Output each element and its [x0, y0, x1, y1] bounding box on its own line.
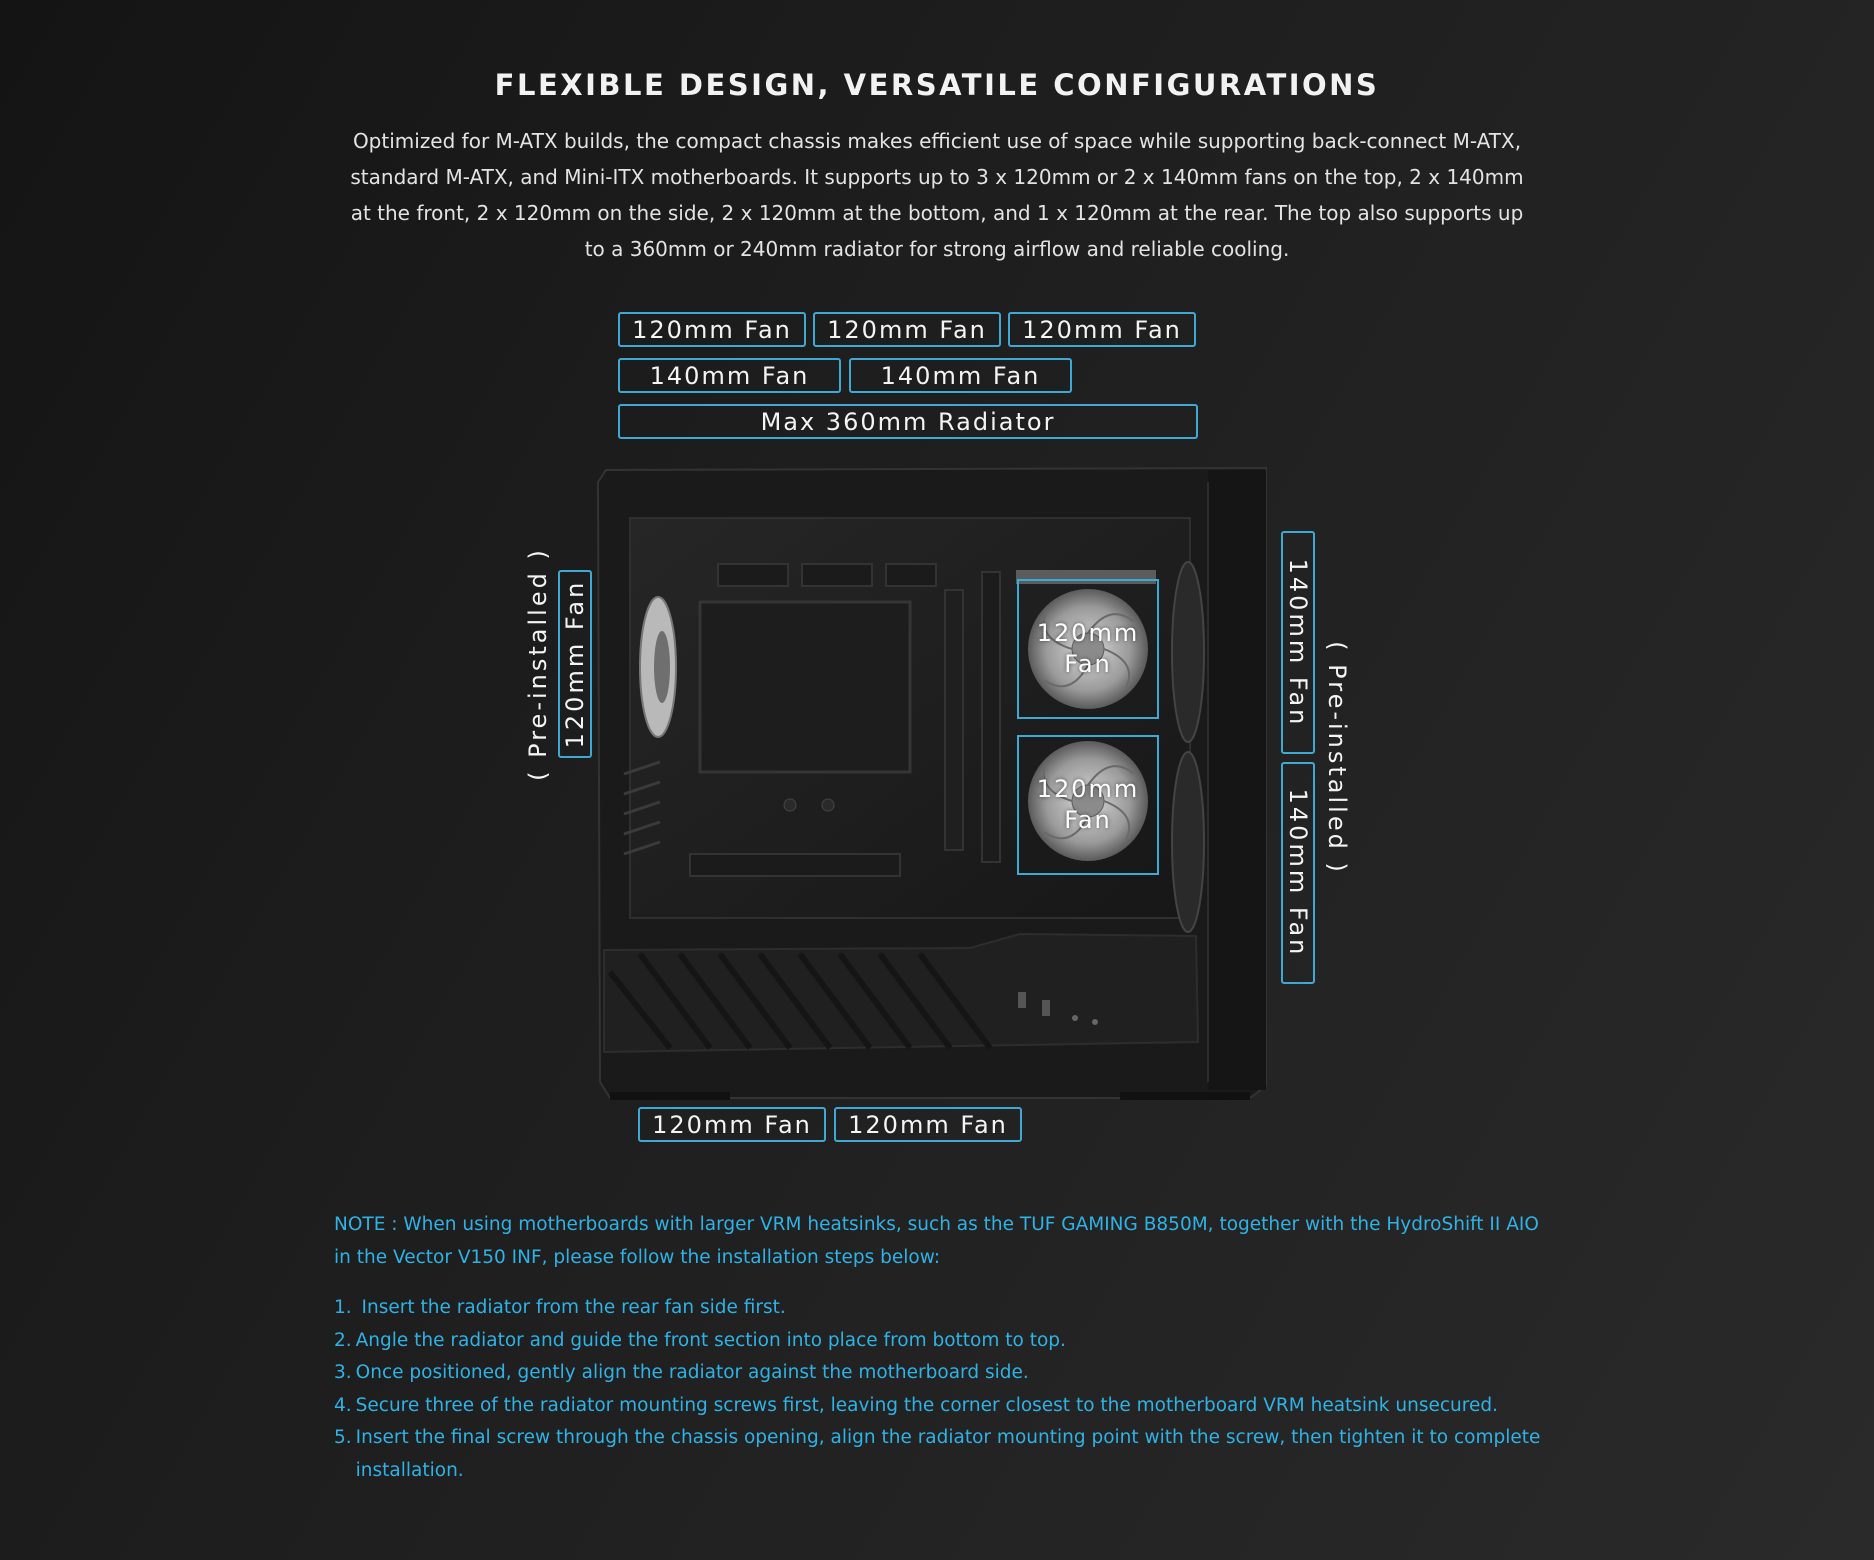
- top-fan-120-3: 120mm Fan: [1008, 312, 1196, 347]
- chassis-illustration: [590, 462, 1280, 1112]
- installation-note: NOTE : When using motherboards with larger VRM heatsinks, such as the TUF GAMING B850M, together with the HydroShift II AIO in the Vector V150 INF, please follow the installation steps below:: [334, 1214, 1539, 1268]
- step-text: Insert the final screw through the chassis opening, align the radiator mounting point with the screw, then tighten it to complete installation.: [355, 1427, 1541, 1481]
- side-fan-2-box: [1017, 735, 1159, 875]
- section-description: Optimized for M-ATX builds, the compact chassis makes efficient use of space while supporting back-connect M-ATX, standard M-ATX, and Mini-ITX motherboards. It supports up to 3 x 120mm or 2 x 140mm fans on the top, 2 x 140mm at the front, 2 x 120mm on the side, 2 x 120mm at the bottom, and 1 x 120mm at the rear. The top also supports up to a 360mm or 240mm radiator for strong airflow and reliable cooling.: [350, 129, 1524, 261]
- step-number: 1.: [334, 1297, 352, 1318]
- installation-steps: [334, 1292, 1544, 1487]
- front-fan-2-label: [1281, 762, 1315, 984]
- step-text: Secure three of the radiator mounting screws first, leaving the corner closest to the motherboard VRM heatsink unsecured.: [355, 1394, 1498, 1416]
- step-number: 5.: [334, 1427, 352, 1448]
- step-text: Insert the radiator from the rear fan side first.: [355, 1297, 786, 1318]
- bottom-fan-1: 120mm Fan: [638, 1107, 826, 1142]
- top-fan-140-2: 140mm Fan: [849, 358, 1072, 393]
- top-fan-120-2: 120mm Fan: [813, 312, 1001, 347]
- step-number: 2.: [334, 1329, 352, 1351]
- step-number: 3.: [334, 1362, 352, 1383]
- top-fan-120-1: 120mm Fan: [618, 312, 806, 347]
- step-item: [334, 1422, 1544, 1487]
- front-fan-2-text: 140mm Fan: [1284, 788, 1312, 958]
- step-text: Angle the radiator and guide the front section into place from bottom to top.: [355, 1329, 1066, 1351]
- step-number: 4.: [334, 1394, 352, 1416]
- rear-fan-text: 120mm Fan: [561, 579, 589, 749]
- front-preinstalled-note: ( Pre-installed ): [1323, 641, 1351, 875]
- rear-preinstalled-note: ( Pre-installed ): [524, 547, 552, 781]
- front-fan-1-text: 140mm Fan: [1284, 558, 1312, 727]
- step-item: [334, 1357, 1544, 1390]
- section-title: FLEXIBLE DESIGN, VERSATILE CONFIGURATIONS: [494, 68, 1380, 102]
- side-fan-1-box: [1017, 579, 1159, 719]
- step-item: [334, 1292, 1544, 1325]
- bottom-fan-2: 120mm Fan: [834, 1107, 1022, 1142]
- front-fan-1-label: [1281, 531, 1315, 754]
- step-item: [334, 1325, 1544, 1358]
- side-fan-1-label: 120mm Fan: [1036, 619, 1140, 678]
- top-radiator-label: Max 360mm Radiator: [618, 404, 1198, 439]
- side-fan-2-label: 120mm Fan: [1036, 775, 1140, 834]
- step-item: [334, 1390, 1544, 1423]
- rear-fan-label: [558, 570, 592, 758]
- step-text: Once positioned, gently align the radiator against the motherboard side.: [355, 1362, 1029, 1383]
- top-fan-140-1: 140mm Fan: [618, 358, 841, 393]
